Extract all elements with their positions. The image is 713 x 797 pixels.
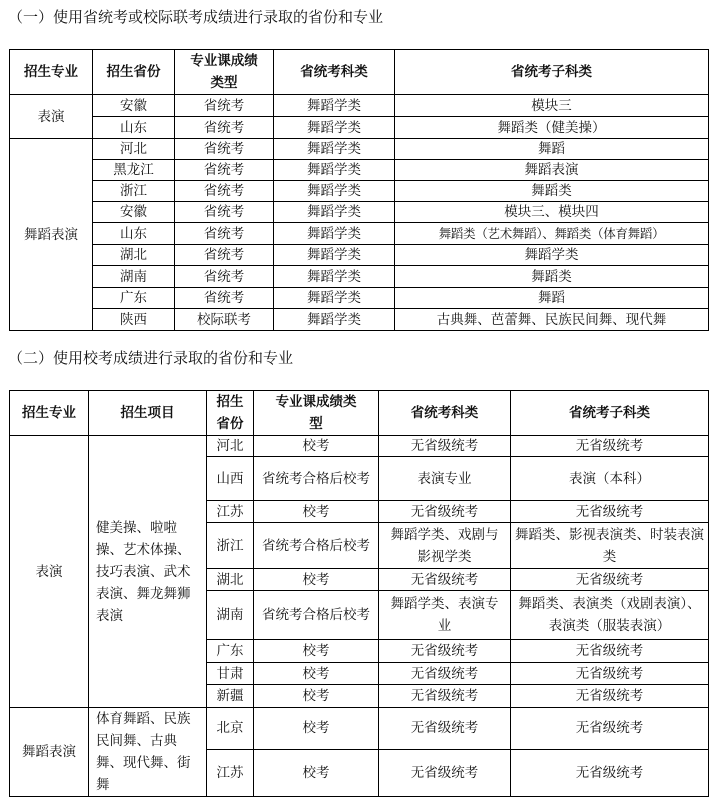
subcategory-cell: 模块三、模块四 <box>395 202 709 223</box>
header-cell: 招生省份 <box>93 50 175 95</box>
subcategory-cell: 无省级统考 <box>511 749 709 796</box>
province-cell: 湖北 <box>207 569 254 591</box>
score-type-cell: 省统考 <box>175 95 274 117</box>
subcategory-cell: 无省级统考 <box>511 569 709 591</box>
province-cell: 广东 <box>93 288 175 309</box>
section2-title: （二）使用校考成绩进行录取的省份和专业 <box>8 349 294 367</box>
table-row <box>10 708 709 750</box>
province-cell: 江苏 <box>207 749 254 796</box>
category-cell: 无省级统考 <box>379 749 511 796</box>
score-type-cell: 省统考 <box>175 223 274 245</box>
subcategory-cell: 舞蹈类（艺术舞蹈）、舞蹈类（体育舞蹈） <box>395 223 709 245</box>
score-type-cell: 校考 <box>254 569 379 591</box>
score-type-cell: 省统考 <box>175 266 274 288</box>
province-cell: 广东 <box>207 640 254 663</box>
category-cell: 舞蹈学类 <box>274 288 395 309</box>
major-cell: 表演 <box>10 436 89 708</box>
table-row <box>10 181 709 202</box>
province-cell: 新疆 <box>207 685 254 708</box>
header-cell: 省统考科类 <box>274 50 395 95</box>
score-type-cell: 省统考 <box>175 202 274 223</box>
table-provincial-exam <box>9 49 709 331</box>
table-row <box>10 202 709 223</box>
score-type-cell: 省统考 <box>175 181 274 202</box>
category-cell: 舞蹈学类 <box>274 309 395 331</box>
project-cell: 健美操、啦啦操、艺术体操、技巧表演、武术表演、舞龙舞狮表演 <box>89 436 207 708</box>
score-type-cell: 校考 <box>254 685 379 708</box>
score-type-cell: 校考 <box>254 663 379 685</box>
table-row <box>10 160 709 181</box>
subcategory-cell: 无省级统考 <box>511 685 709 708</box>
category-cell: 无省级统考 <box>379 436 511 457</box>
subcategory-cell: 舞蹈学类 <box>395 245 709 266</box>
table-row <box>10 95 709 117</box>
province-cell: 安徽 <box>93 95 175 117</box>
subcategory-cell: 舞蹈类、表演类（戏剧表演）、表演类（服装表演） <box>511 591 709 640</box>
category-cell: 无省级统考 <box>379 569 511 591</box>
subcategory-cell: 无省级统考 <box>511 663 709 685</box>
table-school-exam <box>9 390 709 797</box>
header-cell: 专业课成绩类型 <box>254 391 379 436</box>
subcategory-cell: 表演（本科） <box>511 457 709 501</box>
subcategory-cell: 模块三 <box>395 95 709 117</box>
province-cell: 浙江 <box>207 523 254 569</box>
province-cell: 河北 <box>93 139 175 160</box>
header-cell: 招生项目 <box>89 391 207 436</box>
table-row <box>10 266 709 288</box>
category-cell: 表演专业 <box>379 457 511 501</box>
header-cell: 省统考科类 <box>379 391 511 436</box>
header-cell: 招生专业 <box>10 50 93 95</box>
category-cell: 无省级统考 <box>379 685 511 708</box>
category-cell: 舞蹈学类 <box>274 266 395 288</box>
province-cell: 湖南 <box>207 591 254 640</box>
subcategory-cell: 无省级统考 <box>511 501 709 523</box>
score-type-cell: 校考 <box>254 501 379 523</box>
table-row <box>10 288 709 309</box>
score-type-cell: 省统考 <box>175 160 274 181</box>
province-cell: 山东 <box>93 223 175 245</box>
subcategory-cell: 古典舞、芭蕾舞、民族民间舞、现代舞 <box>395 309 709 331</box>
province-cell: 江苏 <box>207 501 254 523</box>
province-cell: 浙江 <box>93 181 175 202</box>
category-cell: 舞蹈学类 <box>274 245 395 266</box>
category-cell: 舞蹈学类 <box>274 202 395 223</box>
subcategory-cell: 无省级统考 <box>511 640 709 663</box>
category-cell: 无省级统考 <box>379 708 511 750</box>
category-cell: 舞蹈学类、表演专业 <box>379 591 511 640</box>
table-row <box>10 245 709 266</box>
score-type-cell: 省统考 <box>175 245 274 266</box>
section1-title: （一）使用省统考或校际联考成绩进行录取的省份和专业 <box>8 8 384 26</box>
score-type-cell: 校考 <box>254 749 379 796</box>
score-type-cell: 省统考 <box>175 117 274 139</box>
subcategory-cell: 舞蹈 <box>395 288 709 309</box>
score-type-cell: 省统考 <box>175 288 274 309</box>
table-header-row <box>10 391 709 436</box>
major-cell: 舞蹈表演 <box>10 139 93 331</box>
subcategory-cell: 舞蹈 <box>395 139 709 160</box>
score-type-cell: 校考 <box>254 708 379 750</box>
header-cell: 省统考子科类 <box>395 50 709 95</box>
province-cell: 黑龙江 <box>93 160 175 181</box>
province-cell: 山西 <box>207 457 254 501</box>
subcategory-cell: 舞蹈类（健美操） <box>395 117 709 139</box>
province-cell: 陕西 <box>93 309 175 331</box>
header-cell: 专业课成绩类型 <box>175 50 274 95</box>
province-cell: 湖南 <box>93 266 175 288</box>
score-type-cell: 校考 <box>254 640 379 663</box>
table-row <box>10 309 709 331</box>
province-cell: 山东 <box>93 117 175 139</box>
category-cell: 舞蹈学类 <box>274 117 395 139</box>
category-cell: 舞蹈学类 <box>274 160 395 181</box>
category-cell: 舞蹈学类 <box>274 139 395 160</box>
score-type-cell: 省统考合格后校考 <box>254 591 379 640</box>
category-cell: 无省级统考 <box>379 663 511 685</box>
table-row <box>10 117 709 139</box>
header-cell: 省统考子科类 <box>511 391 709 436</box>
province-cell: 甘肃 <box>207 663 254 685</box>
subcategory-cell: 舞蹈类 <box>395 181 709 202</box>
major-cell: 表演 <box>10 95 93 139</box>
project-cell: 体育舞蹈、民族民间舞、古典舞、现代舞、街舞 <box>89 708 207 797</box>
subcategory-cell: 舞蹈表演 <box>395 160 709 181</box>
category-cell: 舞蹈学类 <box>274 181 395 202</box>
table-row <box>10 436 709 457</box>
score-type-cell: 校考 <box>254 436 379 457</box>
category-cell: 舞蹈学类 <box>274 95 395 117</box>
category-cell: 无省级统考 <box>379 501 511 523</box>
category-cell: 舞蹈学类、戏剧与影视学类 <box>379 523 511 569</box>
province-cell: 河北 <box>207 436 254 457</box>
subcategory-cell: 无省级统考 <box>511 708 709 750</box>
province-cell: 湖北 <box>93 245 175 266</box>
table-header-row <box>10 50 709 95</box>
province-cell: 北京 <box>207 708 254 750</box>
subcategory-cell: 舞蹈类 <box>395 266 709 288</box>
table-row <box>10 223 709 245</box>
score-type-cell: 省统考合格后校考 <box>254 457 379 501</box>
major-cell: 舞蹈表演 <box>10 708 89 797</box>
category-cell: 无省级统考 <box>379 640 511 663</box>
province-cell: 安徽 <box>93 202 175 223</box>
score-type-cell: 省统考 <box>175 139 274 160</box>
header-cell: 招生专业 <box>10 391 89 436</box>
score-type-cell: 校际联考 <box>175 309 274 331</box>
score-type-cell: 省统考合格后校考 <box>254 523 379 569</box>
table-row <box>10 139 709 160</box>
subcategory-cell: 舞蹈类、影视表演类、时装表演类 <box>511 523 709 569</box>
subcategory-cell: 无省级统考 <box>511 436 709 457</box>
category-cell: 舞蹈学类 <box>274 223 395 245</box>
header-cell: 招生省份 <box>207 391 254 436</box>
